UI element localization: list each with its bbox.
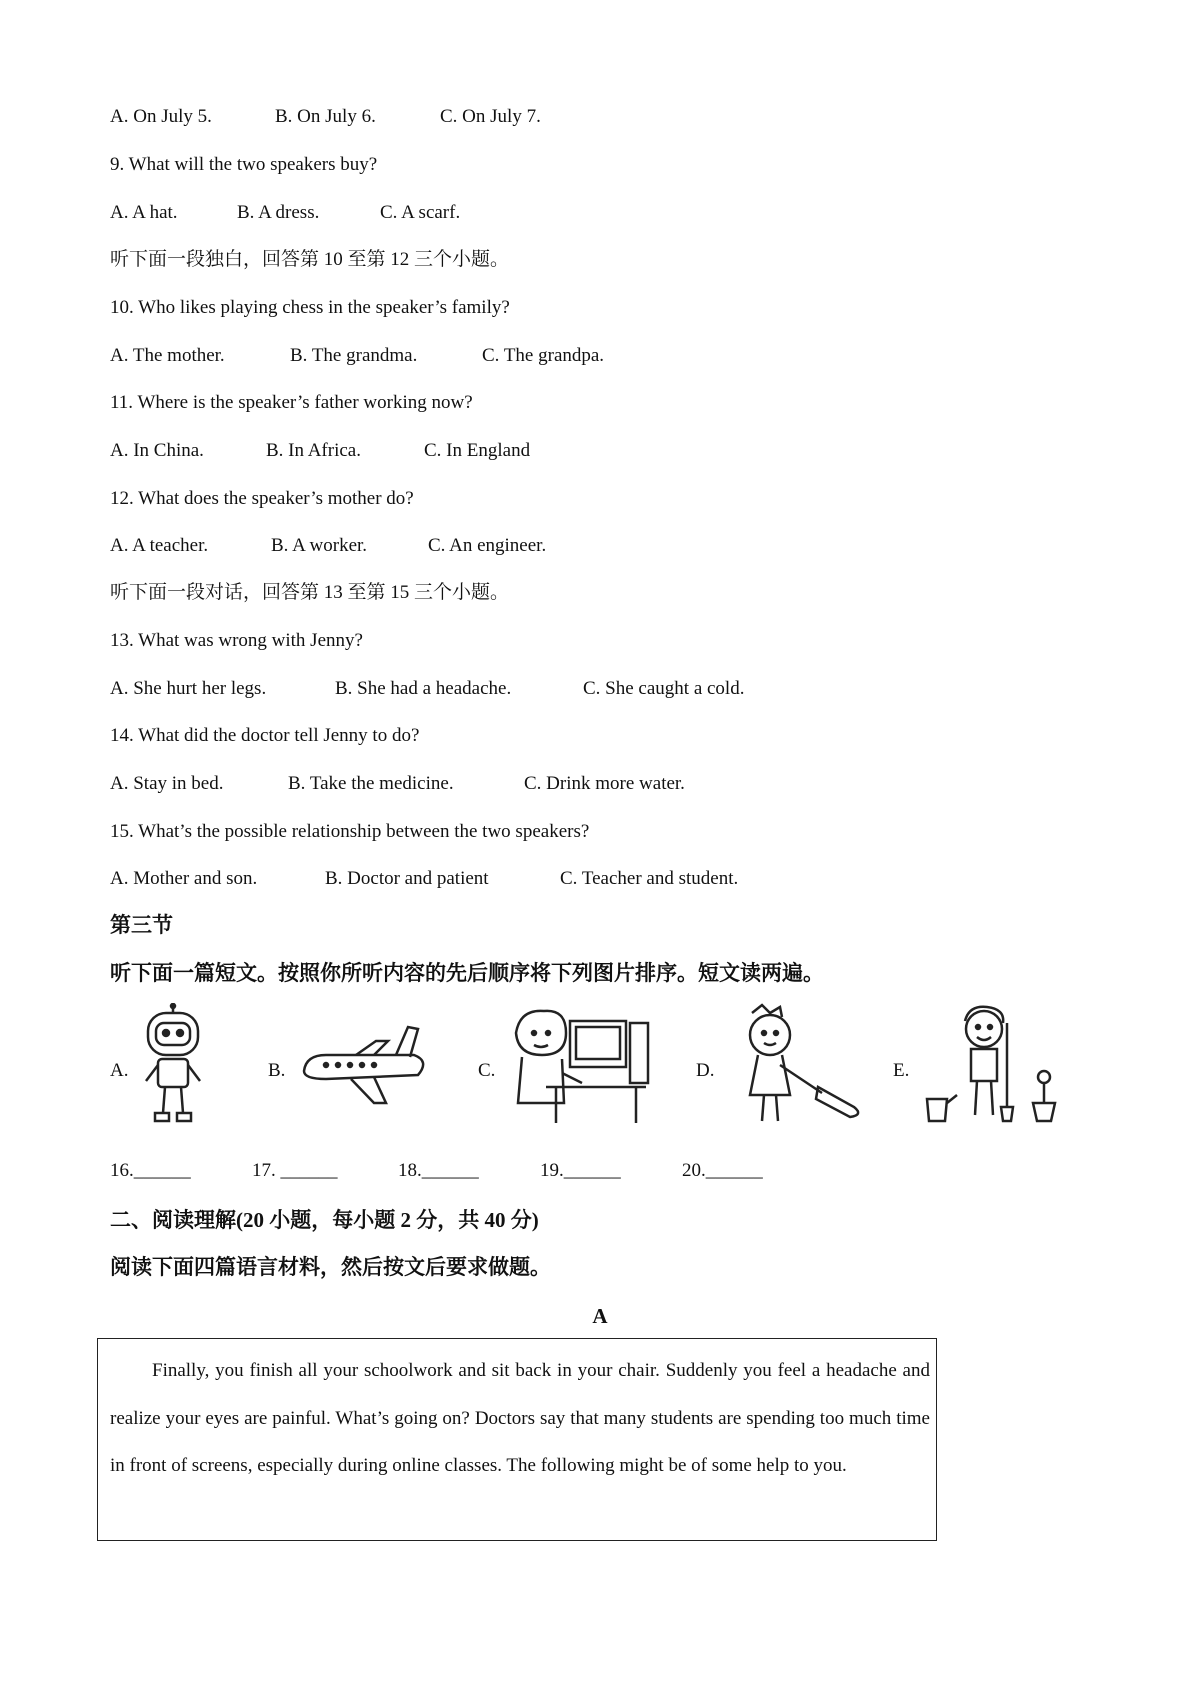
option-a: A. On July 5.	[110, 106, 212, 127]
option-c: C. Teacher and student.	[560, 868, 739, 889]
option-a: A. She hurt her legs.	[110, 678, 267, 699]
option-b: B. She had a headache.	[335, 678, 512, 699]
answer-blank-19[interactable]: 19.______	[540, 1160, 621, 1181]
picture-b	[268, 1003, 433, 1131]
option-a: A. Stay in bed.	[110, 773, 224, 794]
option-c: C. Drink more water.	[524, 773, 685, 794]
option-c: C. She caught a cold.	[583, 678, 745, 699]
boy-gardening-icon	[921, 1003, 1071, 1128]
option-a: A. The mother.	[110, 345, 225, 366]
robot-icon	[138, 1003, 208, 1128]
option-a: A. In China.	[110, 440, 204, 461]
part-heading: 二、阅读理解(20 小题，每小题 2 分，共 40 分)	[110, 1208, 539, 1232]
option-a: A. A teacher.	[110, 535, 209, 556]
question-9: 9. What will the two speakers buy?	[110, 154, 378, 175]
picture-label: D.	[696, 1060, 715, 1081]
option-c: C. In England	[424, 440, 531, 461]
option-b: B. Doctor and patient	[325, 868, 489, 889]
question-15: 15. What’s the possible relationship between the two speakers?	[110, 821, 590, 842]
section-instruction: 听下面一篇短文。按照你所听内容的先后顺序将下列图片排序。短文读两遍。	[110, 961, 824, 985]
option-c: C. A scarf.	[380, 202, 461, 223]
question-13: 13. What was wrong with Jenny?	[110, 630, 363, 651]
picture-c	[478, 1003, 643, 1131]
question-12: 12. What does the speaker’s mother do?	[110, 488, 414, 509]
passage-box	[97, 1338, 937, 1541]
answer-blank-20[interactable]: 20.______	[682, 1160, 763, 1181]
option-a: A. A hat.	[110, 202, 178, 223]
option-b: B. Take the medicine.	[288, 773, 454, 794]
option-b: B. On July 6.	[275, 106, 376, 127]
question-11: 11. Where is the speaker’s father working now?	[110, 392, 473, 413]
option-c: C. On July 7.	[440, 106, 541, 127]
section-heading: 第三节	[110, 913, 173, 937]
picture-e	[893, 1003, 1058, 1131]
option-b: B. In Africa.	[266, 440, 361, 461]
option-a: A. Mother and son.	[110, 868, 258, 889]
picture-label: C.	[478, 1060, 496, 1081]
question-10: 10. Who likes playing chess in the speaker’s family?	[110, 297, 510, 318]
passage-label: A	[592, 1304, 608, 1328]
option-c: C. An engineer.	[428, 535, 547, 556]
part-instruction: 阅读下面四篇语言材料，然后按文后要求做题。	[110, 1255, 551, 1279]
option-b: B. The grandma.	[290, 345, 418, 366]
airplane-icon	[296, 1003, 436, 1128]
listening-instruction: 听下面一段对话，回答第 13 至第 15 三个小题。	[110, 582, 510, 603]
child-at-computer-icon	[506, 1003, 656, 1128]
picture-label: A.	[110, 1060, 129, 1081]
answer-blank-18[interactable]: 18.______	[398, 1160, 479, 1181]
girl-sweeping-icon	[724, 1003, 874, 1128]
answer-blank-16[interactable]: 16.______	[110, 1160, 191, 1181]
option-b: B. A dress.	[237, 202, 320, 223]
picture-d	[696, 1003, 861, 1131]
answer-blank-17[interactable]: 17. ______	[252, 1160, 338, 1181]
picture-label: B.	[268, 1060, 286, 1081]
question-14: 14. What did the doctor tell Jenny to do?	[110, 725, 420, 746]
picture-a	[110, 1003, 275, 1131]
picture-label: E.	[893, 1060, 910, 1081]
option-b: B. A worker.	[271, 535, 368, 556]
option-c: C. The grandpa.	[482, 345, 605, 366]
listening-instruction: 听下面一段独白，回答第 10 至第 12 三个小题。	[110, 249, 510, 270]
passage-text: Finally, you finish all your schoolwork and sit back in your chair. Suddenly you feel a headache and realize your eyes are painful. What’s going on? Doctors say that many students are spending too much time in front of screens, especially during online classes. The following might be of some help to you.	[110, 1360, 930, 1476]
